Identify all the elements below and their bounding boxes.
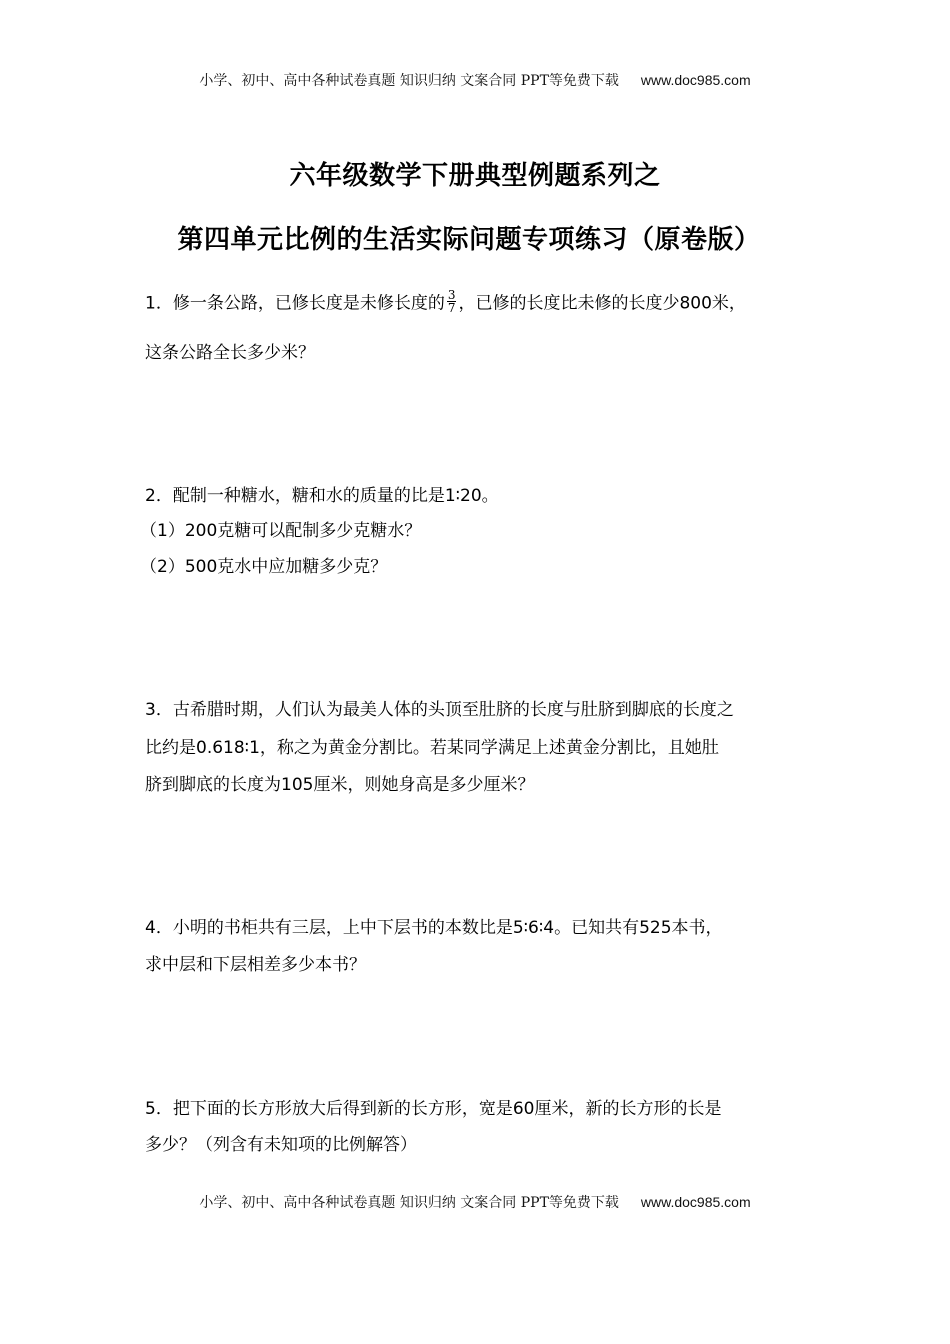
question-1-part2: ，已修的长度比未修的长度少800米， bbox=[458, 293, 746, 314]
page-footer bbox=[0, 1192, 950, 1212]
question-3-line3: 脐到脚底的长度为105厘米，则她身高是多少厘米？ bbox=[145, 775, 535, 795]
doc-title-line2: 第四单元比例的生活实际问题专项练习（原卷版） bbox=[177, 225, 761, 255]
question-4-line2: 求中层和下层相差多少本书？ bbox=[145, 955, 366, 975]
question-2-line1: 2．配制一种糖水，糖和水的质量的比是1∶20。 bbox=[145, 486, 499, 506]
fraction-three-sevenths bbox=[447, 289, 457, 314]
page-header bbox=[0, 70, 950, 90]
fraction-denominator: 7 bbox=[447, 301, 456, 315]
doc-title-line1: 六年级数学下册典型例题系列之 bbox=[289, 161, 661, 191]
question-1-line2: 这条公路全长多少米？ bbox=[145, 343, 315, 363]
footer-text: 小学、初中、高中各种试卷真题 知识归纳 文案合同 PPT等免费下载 bbox=[199, 1195, 619, 1211]
question-2-sub1: （1）200克糖可以配制多少克糖水？ bbox=[140, 521, 422, 541]
question-5-line1: 5．把下面的长方形放大后得到新的长方形，宽是60厘米，新的长方形的长是 bbox=[145, 1099, 722, 1119]
question-4-line1: 4．小明的书柜共有三层，上中下层书的本数比是5∶6∶4。已知共有525本书， bbox=[145, 918, 723, 938]
question-1-part1: 1．修一条公路，已修长度是未修长度的 bbox=[145, 293, 445, 314]
question-3-line1: 3．古希腊时期，人们认为最美人体的头顶至肚脐的长度与肚脐到脚底的长度之 bbox=[145, 700, 734, 720]
header-text: 小学、初中、高中各种试卷真题 知识归纳 文案合同 PPT等免费下载 bbox=[199, 73, 619, 89]
question-5-line2: 多少？（列含有未知项的比例解答） bbox=[145, 1135, 417, 1155]
header-url[interactable]: www.doc985.com bbox=[640, 72, 751, 88]
question-2-sub2: （2）500克水中应加糖多少克？ bbox=[140, 557, 388, 577]
fraction-numerator: 3 bbox=[447, 288, 456, 302]
question-3-line2: 比约是0.618∶1，称之为黄金分割比。若某同学满足上述黄金分割比，且她肚 bbox=[145, 738, 719, 758]
question-1-line1 bbox=[145, 288, 746, 316]
footer-url[interactable]: www.doc985.com bbox=[640, 1194, 751, 1210]
